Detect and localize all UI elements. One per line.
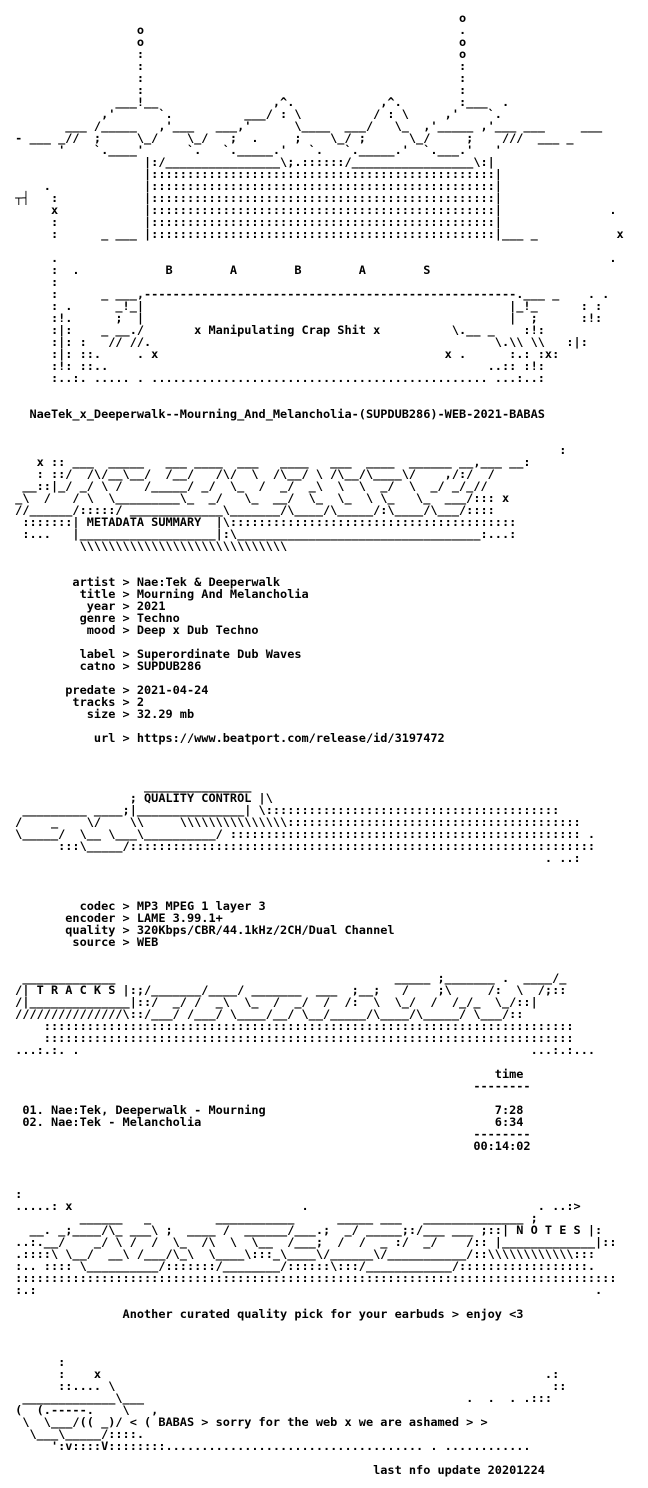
nfo-line: : [8,1187,23,1201]
nfo-line: tracks > 2 [8,695,145,709]
nfo-line: : _ ___ |::::::::::::::::::::::::::::::::::::::::::::::::|___ _ x [8,227,624,241]
nfo-line [8,1164,640,1176]
nfo-text-block [8,0,640,1488]
nfo-line: year > 2021 [8,599,166,613]
nfo-line: ______ _ ___________ _____ ___ ______________ ; [8,1211,538,1225]
nfo-line: :::::::::::::::::::::::::::::::::::::::::::::::::::::::::::::::::::::::::::::::::::: [8,1271,617,1285]
nfo-line [8,744,640,756]
nfo-line [8,1332,640,1344]
nfo-line: /|______________|::/ _/ / _\ \_ / _/ / /: \ \_/ / /_/_ \_/::| [8,995,538,1009]
nfo-line [8,756,640,768]
nfo-line: . ..: [8,851,581,865]
nfo-line: ::.... \ :: [8,1379,567,1393]
nfo-line: __. _;____/\_ ___\ ; ____ / ______/___.; _/ _____;:/___ ___ ;::| N O T E S |: [8,1223,603,1237]
nfo-line: _____________ _____ ;_______ . ____/_ [8,971,567,985]
nfo-line: . . [8,251,617,265]
nfo-line: title > Mourning And Melancholia [8,587,309,601]
nfo-line [8,1344,640,1356]
nfo-line: 01. Nae:Tek, Deeperwalk - Mourning 7:28 [8,1103,524,1117]
nfo-line: x |::::::::::::::::::::::::::::::::::::::::::::::::| . [8,203,617,217]
nfo-line: o . [8,23,467,37]
nfo-line: mood > Deep x Dub Techno [8,623,259,637]
nfo-line: _______________ [8,779,252,793]
nfo-line: .....: x . . ..:> [8,1199,581,1213]
nfo-line: \\\\\\\\\\\\\\\\\\\\\\\\\\\\\ [8,539,288,553]
nfo-line: o o [8,35,467,49]
nfo-line: ///////////////\::/___/ /___/ \____/__/ \__/_____/\____/\_____/ \___/:: [8,1007,524,1021]
nfo-line: :::\_____/::::::::::::::::::::::::::::::::::::::::::::::::::::::::::::::::: [8,839,596,853]
nfo-line: - ___ _// ; \_/ \_/ ; . ; \_/ ; \_/ ; /// ___ _ [8,131,574,145]
nfo-line: genre > Techno [8,611,180,625]
nfo-line: ...:.:. . ...:.:... [8,1043,596,1057]
nfo-line: __::|_/ _/ \ / /_____/ _/ \_ / _/ _\ \ \ _/ \ _/ _/_// [8,479,488,493]
nfo-line: _____________\___ . . . .::: [8,1391,553,1405]
nfo-line: .::::\ \__/ __\ /___/\_\ \____\:::_\____\/______\/___________/::\\\\\\\\\\\\::: [8,1247,596,1261]
nfo-line: \_____/ \__ \___\__________/ ::::::::::::::::::::::::::::::::::::::::::::::::: . [8,827,596,841]
nfo-line: : ::/ /\/__\__/ /__/ /\/ \ /\__/ \ /\__/\____\/ ,/:/ / [8,467,495,481]
nfo-line: NaeTek_x_Deeperwalk--Mourning_And_Melancholia-(SUPDUB286)-WEB-2021-BABAS [8,407,545,421]
nfo-line: ___!__ ,^. ,^. :___ . [8,95,510,109]
nfo-line: predate > 2021-04-24 [8,683,209,697]
nfo-line: |::::::::::::::::::::::::::::::::::::::::::::::::| [8,167,502,181]
nfo-line: :... |___________________|:\__________________________________:...: [8,527,517,541]
nfo-line: 02. Nae:Tek - Melancholia 6:34 [8,1115,524,1129]
nfo-line: ' `.____' `. `._____.' `. `._____.' `.___.' ' [8,143,502,157]
nfo-line: /| T R A C K S |:;/_______/____/ _______ ___ ;__; / ;\ /: \ /;:: [8,983,567,997]
nfo-line: catno > SUPDUB286 [8,659,202,673]
nfo-line: : : [8,71,467,85]
nfo-line: size > 32.29 mb [8,707,195,721]
nfo-line: : . B A B A S [8,263,431,277]
nfo-line: ; QUALITY CONTROL |\ [8,791,273,805]
nfo-line: source > WEB [8,935,159,949]
nfo-line: //______/:::::/ _____________\_______/\____/\_____/:\____/\___/:::: [8,503,495,517]
nfo-line: 00:14:02 [8,1139,531,1153]
nfo-line: : [8,275,59,289]
nfo-line: :|: : // //. \.\\ \\ :|: [8,335,588,349]
nfo-line: : . _!_| |_!_ : : [8,299,603,313]
nfo-line: :..:. ..... . ............................................... ...:..: [8,371,545,385]
nfo-line: / _ \/ \\ \\\\\\\\\\\\\\\::::::::::::::::::::::::::::::::::::::::: [8,815,581,829]
nfo-line: _________ ____;|_______________| \::::::::::::::::::::::::::::::::::::::::: [8,803,560,817]
nfo-line: quality > 320Kbps/CBR/44.1kHz/2CH/Dual Channel [8,923,395,937]
nfo-line: artist > Nae:Tek & Deeperwalk [8,575,281,589]
nfo-line [8,420,640,432]
nfo-line: ┬┤ : |::::::::::::::::::::::::::::::::::::::::::::::::| [8,191,502,205]
nfo-line: label > Superordinate Dub Waves [8,647,302,661]
nfo-line [8,552,640,564]
nfo-line: x :: ___ _____ ___ ____ ___ ____ ___ ____ ______ __,___ __: [8,455,531,469]
nfo-line: o [8,11,467,25]
nfo-line: last nfo update 20201224 [8,1463,545,1477]
nfo-line: . |::::::::::::::::::::::::::::::::::::::::::::::::| [8,179,502,193]
nfo-line: :.: . [8,1283,603,1297]
nfo-line: : [8,1355,66,1369]
nfo-line: encoder > LAME 3.99.1+ [8,911,223,925]
nfo-line: :|: _ __./ x Manipulating Crap Shit x \.__ _ :!: [8,323,545,337]
nfo-line: :!: ::.. ..:: :!: [8,359,545,373]
nfo-line: ,' `. ___/ : \ / : \ ,' `. [8,107,502,121]
nfo-line: time [8,1067,524,1081]
nfo-line [8,948,640,960]
nfo-line [8,1152,640,1164]
nfo-line: \___\_____/::::. [8,1427,145,1441]
nfo-line: :!. ; | | ; :!: [8,311,603,325]
nfo-line [8,876,640,888]
nfo-line: ___ /_____ ,'___ ___,' \____ ___/ \_ ,'_____ ,'___ ___ ___ [8,119,603,133]
nfo-line: :|: ::. . x x . :.: :x: [8,347,560,361]
nfo-line: Another curated quality pick for your earbuds > enjoy <3 [8,1307,524,1321]
nfo-line [8,384,640,396]
nfo-line: : o [8,47,467,61]
nfo-line: ( (.-----. \ , [8,1403,159,1417]
nfo-line: :::::::::::::::::::::::::::::::::::::::::::::::::::::::::::::::::::::::::: [8,1019,574,1033]
nfo-line: :::::::::::::::::::::::::::::::::::::::::::::::::::::::::::::::::::::::::: [8,1031,574,1045]
nfo-line: : _ ___,----------------------------------------------------.___ _ . . [8,287,610,301]
nfo-line [8,864,640,876]
nfo-line: _\ / / \ \_________\_ _/ \_ __/ \_ \_ \ \_ \_ ___/::: x [8,491,510,505]
nfo-line: codec > MP3 MPEG 1 layer 3 [8,899,266,913]
nfo-line: :.. :::: \__________/:::::::/________/::::::\:::/____________/::::::::::::::::::. [8,1259,596,1273]
nfo-line: : x .: [8,1367,560,1381]
nfo-line [8,1176,640,1188]
nfo-line: ':v::::V::::::::.................................... . ............ [8,1439,531,1453]
nfo-line: -------- [8,1127,531,1141]
nfo-line: : : [8,83,467,97]
nfo-line: : [8,443,567,457]
nfo-line: ..:.__/ _/ \ / / \_ /\ \ \__ /___; / / _ :/ _/ /:: |_____________|:: [8,1235,617,1249]
nfo-line: -------- [8,1079,531,1093]
nfo-line: : |::::::::::::::::::::::::::::::::::::::::::::::::| [8,215,502,229]
nfo-line [8,1320,640,1332]
nfo-line: :::::::| METADATA SUMMARY |\:::::::::::::::::::::::::::::::::::::::: [8,515,517,529]
nfo-line: |:/________________\;.::::::/_________________\:| [8,155,495,169]
nfo-line: : : [8,59,467,73]
nfo-line: url > https://www.beatport.com/release/id/3197472 [8,731,445,745]
nfo-line: \ \___/(( _)/ < ( BABAS > sorry for the web x we are ashamed > > [8,1415,488,1429]
